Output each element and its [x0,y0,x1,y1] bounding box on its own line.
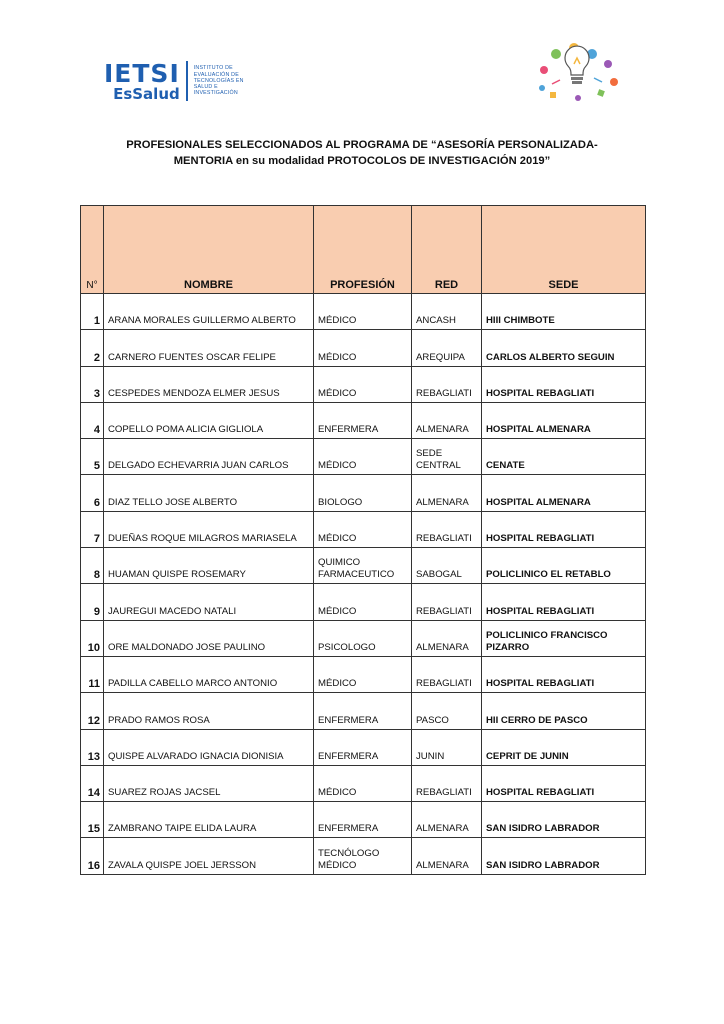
logo-divider [186,61,188,101]
row-network: PASCO [412,693,482,729]
row-site: CARLOS ALBERTO SEGUIN [482,330,646,366]
institute-line: INVESTIGACIÓN [193,90,238,97]
row-profession: MÉDICO [314,366,412,402]
row-number: 15 [81,802,104,838]
row-number: 14 [81,765,104,801]
row-network: SABOGAL [412,548,482,584]
institute-line: TECNOLOGÍAS EN [193,77,244,84]
row-name: CESPEDES MENDOZA ELMER JESUS [104,366,314,402]
row-site: CENATE [482,439,646,475]
row-site: HOSPITAL ALMENARA [482,475,646,511]
row-name: ARANA MORALES GUILLERMO ALBERTO [104,294,314,330]
row-site: POLICLINICO EL RETABLO [482,548,646,584]
table-row [81,765,646,801]
row-site: CEPRIT DE JUNIN [482,729,646,765]
row-profession: ENFERMERA [314,729,412,765]
row-name: ZAMBRANO TAIPE ELIDA LAURA [104,802,314,838]
table-row [81,548,646,584]
row-network: ALMENARA [412,475,482,511]
row-profession: MÉDICO [314,584,412,620]
row-number: 4 [81,402,104,438]
row-site: SAN ISIDRO LABRADOR [482,838,646,874]
row-site: HOSPITAL REBAGLIATI [482,511,646,547]
row-number: 12 [81,693,104,729]
row-site: HOSPITAL REBAGLIATI [482,366,646,402]
header-network: RED [412,206,482,294]
row-name: ORE MALDONADO JOSE PAULINO [104,620,314,656]
row-name: JAUREGUI MACEDO NATALI [104,584,314,620]
table-row [81,656,646,692]
ietsi-essalud-logo [104,58,244,104]
row-profession: BIOLOGO [314,475,412,511]
document-title [120,137,604,169]
table-row [81,402,646,438]
row-profession: ENFERMERA [314,693,412,729]
table-row [81,439,646,475]
table-row [81,511,646,547]
title-line-2: MENTORIA en su modalidad PROTOCOLOS DE INVESTIGACIÓN 2019” [173,155,551,167]
row-network: ALMENARA [412,838,482,874]
institute-line: SALUD E [193,84,218,91]
table-row [81,693,646,729]
title-line-1: PROFESIONALES SELECCIONADOS AL PROGRAMA DE “ASESORÍA PERSONALIZADA- [126,139,598,151]
table-row [81,620,646,656]
row-profession: MÉDICO [314,294,412,330]
row-site: HOSPITAL REBAGLIATI [482,656,646,692]
row-profession: MÉDICO [314,330,412,366]
row-name: CARNERO FUENTES OSCAR FELIPE [104,330,314,366]
table-row [81,475,646,511]
row-network: REBAGLIATI [412,656,482,692]
table-row [81,802,646,838]
row-name: PRADO RAMOS ROSA [104,693,314,729]
table-row [81,366,646,402]
row-profession: TECNÓLOGO MÉDICO [314,838,412,874]
row-network: REBAGLIATI [412,366,482,402]
row-network: REBAGLIATI [412,765,482,801]
row-network: ALMENARA [412,620,482,656]
row-name: DIAZ TELLO JOSE ALBERTO [104,475,314,511]
logo-institute-text [194,65,244,96]
row-number: 3 [81,366,104,402]
row-number: 10 [81,620,104,656]
row-site: SAN ISIDRO LABRADOR [482,802,646,838]
row-profession: MÉDICO [314,765,412,801]
institute-line: EVALUACIÓN DE [193,71,239,78]
row-number: 13 [81,729,104,765]
table-row [81,584,646,620]
logo-wordmark [104,58,180,103]
logo-sub-text: EsSalud [113,84,180,103]
row-profession: ENFERMERA [314,802,412,838]
row-number: 8 [81,548,104,584]
row-site: HOSPITAL REBAGLIATI [482,765,646,801]
row-network: REBAGLIATI [412,584,482,620]
row-name: HUAMAN QUISPE ROSEMARY [104,548,314,584]
row-profession: ENFERMERA [314,402,412,438]
row-network: REBAGLIATI [412,511,482,547]
lightbulb-ideas-illustration [534,40,622,108]
row-number: 9 [81,584,104,620]
row-site: HOSPITAL REBAGLIATI [482,584,646,620]
row-network: ANCASH [412,294,482,330]
row-site: POLICLINICO FRANCISCO PIZARRO [482,620,646,656]
row-profession: MÉDICO [314,511,412,547]
row-network: ALMENARA [412,402,482,438]
row-name: QUISPE ALVARADO IGNACIA DIONISIA [104,729,314,765]
row-profession: QUIMICO FARMACEUTICO [314,548,412,584]
row-name: PADILLA CABELLO MARCO ANTONIO [104,656,314,692]
row-profession: MÉDICO [314,439,412,475]
row-name: DUEÑAS ROQUE MILAGROS MARIASELA [104,511,314,547]
header-name: NOMBRE [104,206,314,294]
row-number: 1 [81,294,104,330]
row-profession: PSICOLOGO [314,620,412,656]
row-site: HIII CHIMBOTE [482,294,646,330]
row-number: 16 [81,838,104,874]
row-number: 11 [81,656,104,692]
table-row [81,838,646,874]
table-header-row [81,206,646,294]
header-num: N° [81,206,104,294]
row-site: HOSPITAL ALMENARA [482,402,646,438]
row-site: HII CERRO DE PASCO [482,693,646,729]
header-site: SEDE [482,206,646,294]
row-name: ZAVALA QUISPE JOEL JERSSON [104,838,314,874]
row-name: DELGADO ECHEVARRIA JUAN CARLOS [104,439,314,475]
header-profession: PROFESIÓN [314,206,412,294]
row-network: AREQUIPA [412,330,482,366]
row-network: ALMENARA [412,802,482,838]
institute-line: INSTITUTO DE [193,65,233,72]
row-number: 7 [81,511,104,547]
row-name: SUAREZ ROJAS JACSEL [104,765,314,801]
logo-main-text: IETSI [104,58,180,88]
row-network: SEDE CENTRAL [412,439,482,475]
table-row [81,294,646,330]
table-row [81,729,646,765]
row-name: COPELLO POMA ALICIA GIGLIOLA [104,402,314,438]
table-row [81,330,646,366]
row-number: 6 [81,475,104,511]
row-number: 5 [81,439,104,475]
row-number: 2 [81,330,104,366]
selected-professionals-table [80,205,646,875]
row-profession: MÉDICO [314,656,412,692]
row-network: JUNIN [412,729,482,765]
